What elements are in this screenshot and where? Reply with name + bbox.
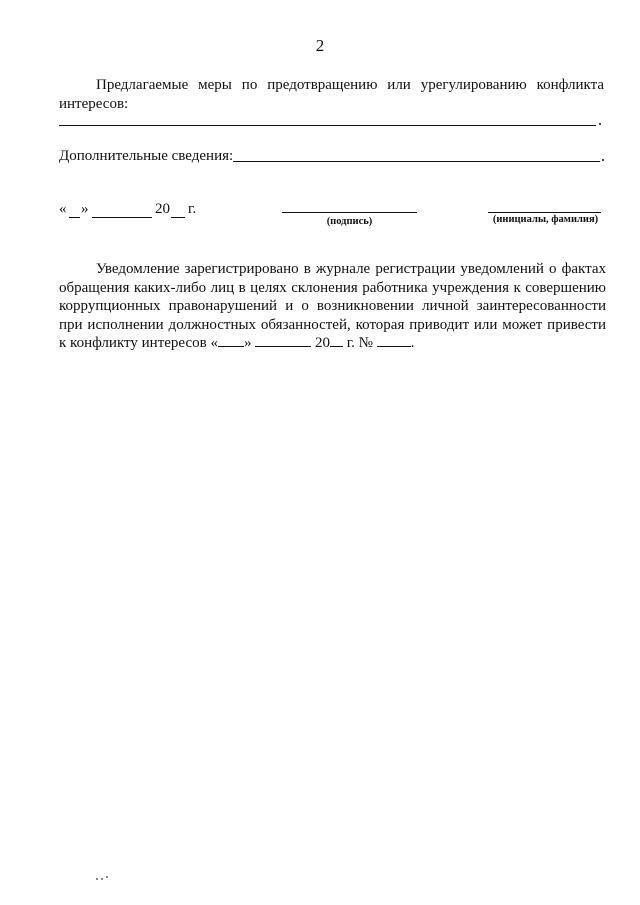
registration-quote-close: » (243, 335, 252, 351)
registration-year-prefix: 20 (314, 335, 330, 351)
scan-speck (106, 876, 108, 878)
signature-caption: (подпись) (326, 216, 373, 227)
signature-line[interactable] (282, 212, 417, 213)
measures-end-dot (599, 123, 601, 125)
date-year-suffix: г. (188, 201, 197, 217)
registration-year-blank[interactable] (330, 334, 343, 347)
date-month-blank[interactable] (92, 217, 152, 218)
registration-quote-open: « (210, 335, 218, 351)
registration-text: Уведомление зарегистрировано в журнале регистрации уведомлений о фактах обращения каких-либо лиц в целях склонения работника учреждения к совершению коррупционных правонарушений и о возникновении личной заинтересованности при исполнении должностных обязанностей, которая приводит или может привести к конфликту интересов (59, 261, 606, 351)
date-quote-open: « (59, 201, 67, 217)
additional-fill-line[interactable] (233, 161, 600, 162)
registration-day-blank[interactable] (218, 334, 244, 347)
scan-speck (101, 878, 103, 880)
measures-paragraph (59, 76, 604, 113)
date-day-blank[interactable] (69, 217, 80, 218)
date-year-prefix: 20 (155, 201, 170, 217)
date-year-blank[interactable] (171, 217, 185, 218)
registration-end: . (410, 335, 415, 351)
additional-label: Дополнительные сведения: (59, 148, 234, 164)
measures-text: Предлагаемые меры по предотвращению или урегулированию конфликта интересов: (59, 77, 604, 112)
registration-year-suffix: г. № (346, 335, 373, 351)
page-number: 2 (315, 36, 325, 55)
measures-fill-line[interactable] (59, 125, 596, 126)
additional-end-dot (602, 159, 604, 161)
scan-speck (96, 878, 98, 880)
registration-number-blank[interactable] (377, 334, 411, 347)
date-quote-close: » (81, 201, 89, 217)
name-line[interactable] (488, 212, 601, 213)
registration-paragraph (59, 260, 606, 353)
registration-month-blank[interactable] (255, 334, 311, 347)
name-caption: (инициалы, фамилия) (492, 214, 599, 225)
